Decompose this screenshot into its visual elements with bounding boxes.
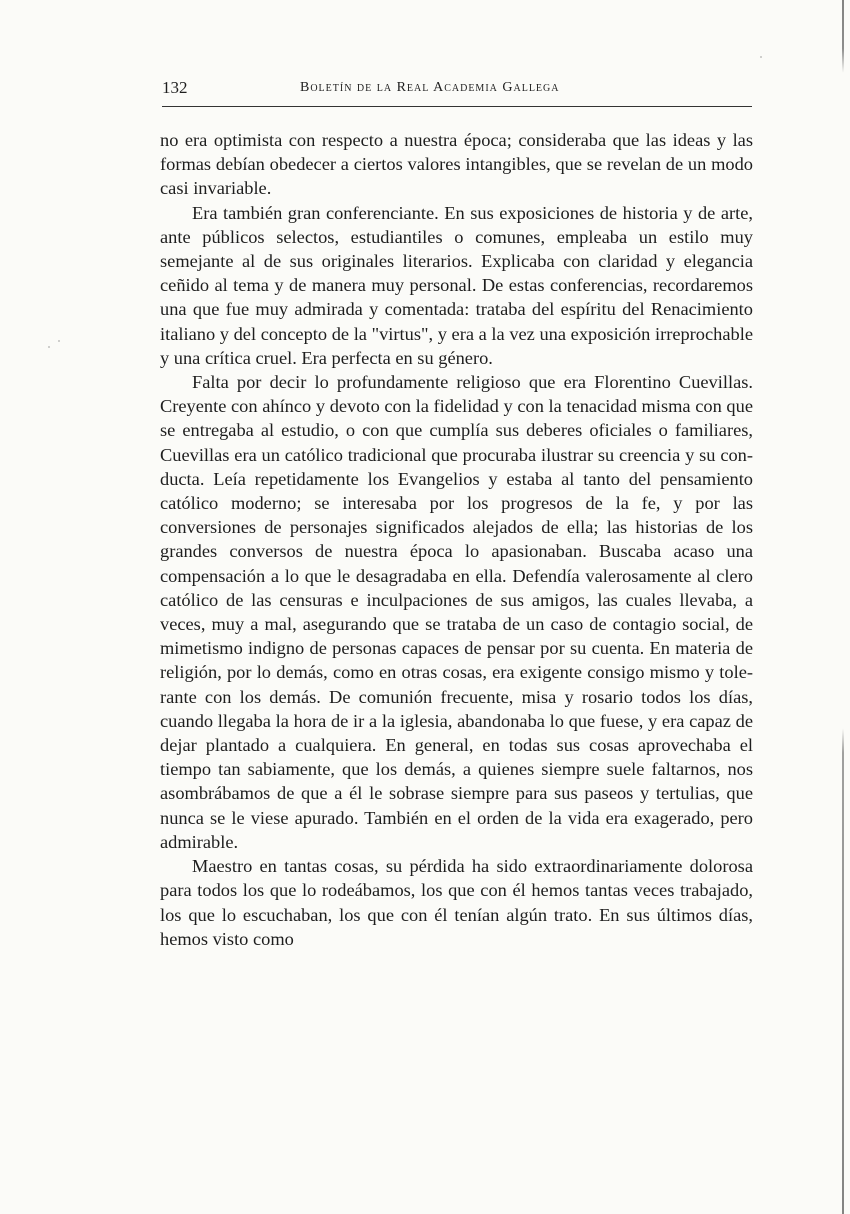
page-header (162, 76, 752, 107)
paragraph-1: no era optimista con respecto a nuestra época; consideraba que las ideas y las formas debían obedecer a ciertos valores intangibles, que se revelan de un modo casi invariable. (160, 130, 753, 199)
paragraph-4: Maestro en tantas cosas, su pérdida ha sido extraordinariamente dolorosa para todos los que lo rodeábamos, los que con él hemos tantas veces trabajado, los que lo escuchaban, los que con él tenían algún trato. En sus últimos días, hemos visto como (160, 856, 753, 949)
scan-edge (842, 0, 844, 1214)
scan-speck (48, 346, 50, 348)
page-number: 132 (162, 78, 188, 97)
scan-speck (760, 56, 762, 58)
paragraph-2: Era también gran conferenciante. En sus exposiciones de historia y de arte, ante públicos selectos, estudiantiles o comunes, empleaba un estilo muy semejante al de sus originales literarios. Explicaba con claridad y elegancia ceñido al tema y de manera muy personal. De estas conferencias, recordaremos una que fue muy admirada y comentada: trataba del espíritu del Renacimiento italiano y del concepto de la "virtus", y era a la vez una exposición irreprochable y una crítica cruel. Era perfecta en su género. (160, 202, 753, 368)
running-title: Boletín de la Real Academia Gallega (300, 80, 560, 95)
scan-speck (58, 340, 60, 342)
paragraph-3: Falta por decir lo profundamente religioso que era Florentino Cuevillas. Creyente con ahínco y devoto con la fidelidad y con la tenacidad misma con que se entregaba al estudio, o con que cumplía sus deberes oficiales o familiares, Cuevillas era un católico tradicional que procuraba ilustrar su creencia y su conducta. Leía repetidamente los Evangelios y estaba al tanto del pensamiento católico moderno; se interesaba por los progresos de la fe, y por las conversiones de personajes significados alejados de ella; las historias de los grandes conversos de nuestra época lo apasionaban. Buscaba acaso una compensación a lo que le desagradaba en ella. Defendía valerosamente al clero católico de las censuras e inculpaciones de sus amigos, las cuales llevaba, a veces, muy a mal, asegurando que se trataba de un caso de contagio social, de mimetismo indigno de personas capaces de pensar por su cuenta. En materia de religión, por lo demás, como en otras cosas, era exigente consigo mismo y tolerante con los demás. De comunión frecuente, misa y rosario todos los días, cuando llegaba la hora de ir a la iglesia, abandonaba lo que fuese, y era capaz de dejar plantado a cualquiera. En general, en todas sus cosas aprovechaba el tiempo tan sabiamente, que los demás, a quienes siempre suele faltarnos, nos asombrábamos de que a él le sobrase siempre para sus paseos y tertulias, que nunca se le viese apurado. También en el orden de la vida era exagerado, pero admirable. (160, 372, 753, 852)
body-text (160, 128, 753, 951)
